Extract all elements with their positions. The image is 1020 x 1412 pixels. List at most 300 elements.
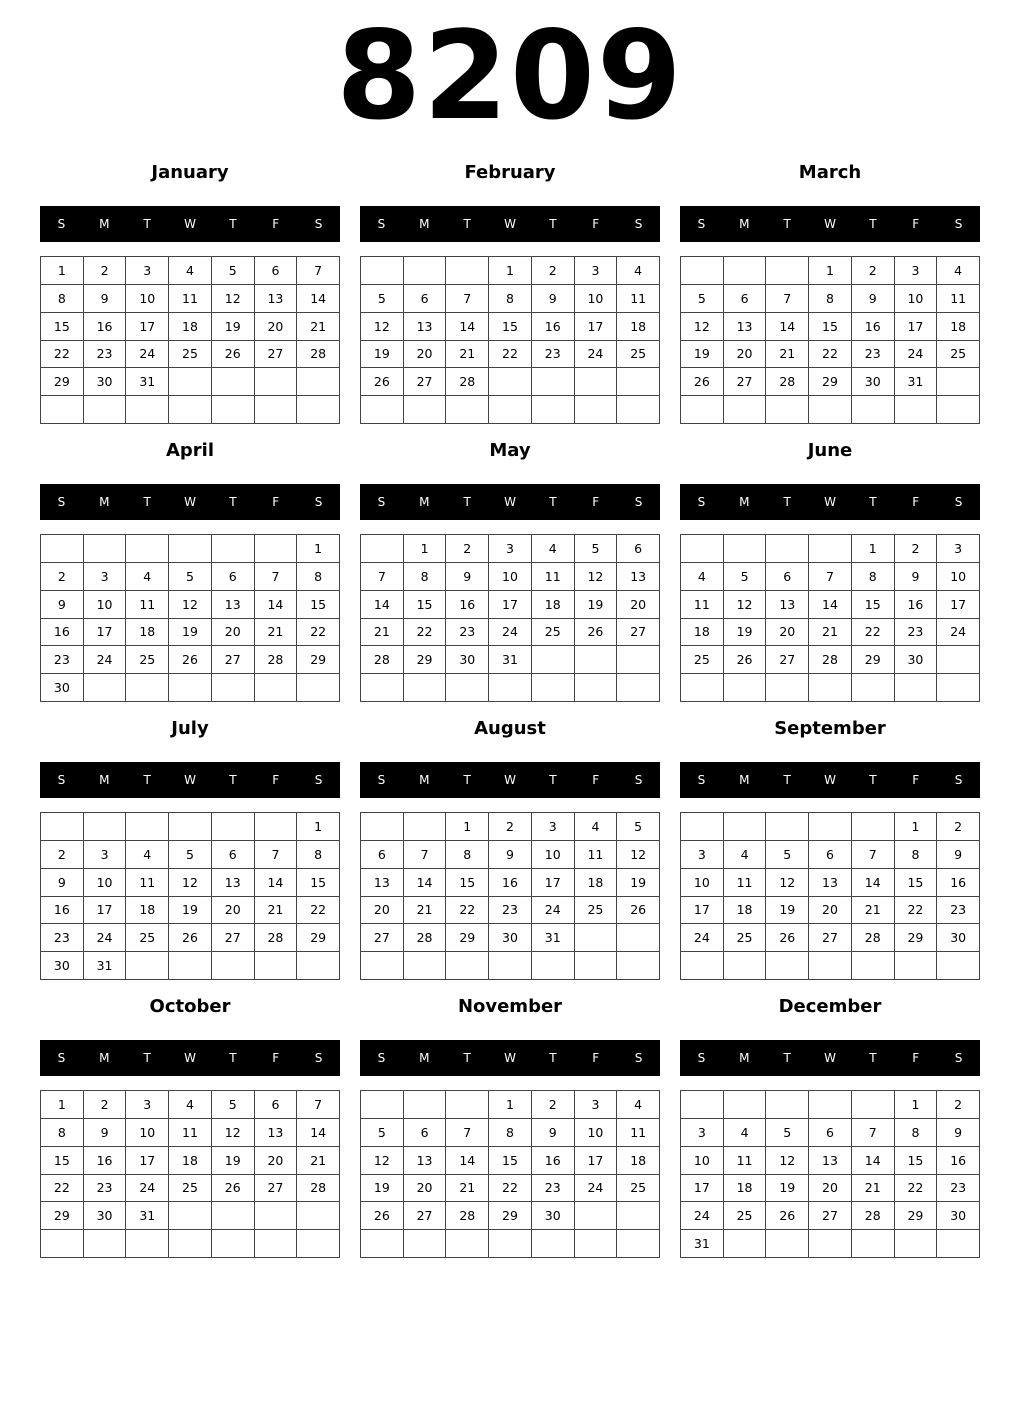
empty-day-cell bbox=[852, 674, 895, 702]
empty-day-cell bbox=[617, 674, 660, 702]
year-title: 8209 bbox=[336, 5, 684, 147]
day-cell: 31 bbox=[532, 924, 575, 952]
day-cell: 8 bbox=[41, 285, 84, 313]
weekday-header-bar bbox=[40, 206, 340, 242]
day-cell: 24 bbox=[895, 341, 938, 369]
empty-day-cell bbox=[169, 813, 212, 841]
day-cell: 13 bbox=[212, 869, 255, 897]
day-cell: 17 bbox=[681, 897, 724, 925]
weekday-header: T bbox=[229, 495, 237, 509]
day-cell: 16 bbox=[937, 869, 980, 897]
day-cell: 6 bbox=[212, 563, 255, 591]
day-cell: 22 bbox=[41, 1175, 84, 1203]
day-cell: 28 bbox=[852, 1202, 895, 1230]
weekday-header: T bbox=[143, 1051, 151, 1065]
day-cell: 22 bbox=[404, 619, 447, 647]
day-cell: 16 bbox=[532, 1147, 575, 1175]
empty-day-cell bbox=[575, 646, 618, 674]
month-title: December bbox=[778, 996, 882, 1017]
day-cell: 28 bbox=[255, 646, 298, 674]
day-cell: 27 bbox=[361, 924, 404, 952]
day-cell: 8 bbox=[404, 563, 447, 591]
day-cell: 28 bbox=[446, 1202, 489, 1230]
day-cell: 9 bbox=[84, 1119, 127, 1147]
day-cell: 24 bbox=[84, 924, 127, 952]
day-cell: 14 bbox=[446, 313, 489, 341]
day-cell: 21 bbox=[852, 1175, 895, 1203]
empty-day-cell bbox=[681, 674, 724, 702]
weekday-header: S bbox=[314, 1051, 323, 1065]
day-cell: 21 bbox=[297, 1147, 340, 1175]
day-grid bbox=[40, 256, 340, 424]
day-cell: 12 bbox=[169, 591, 212, 619]
day-cell: 14 bbox=[446, 1147, 489, 1175]
empty-day-cell bbox=[724, 952, 767, 980]
weekday-header: W bbox=[184, 1051, 196, 1065]
day-cell: 11 bbox=[126, 869, 169, 897]
day-cell: 16 bbox=[446, 591, 489, 619]
day-cell: 23 bbox=[937, 897, 980, 925]
day-cell: 6 bbox=[255, 257, 298, 285]
empty-day-cell bbox=[724, 1230, 767, 1258]
day-cell: 20 bbox=[212, 897, 255, 925]
empty-day-cell bbox=[532, 674, 575, 702]
day-cell: 27 bbox=[766, 646, 809, 674]
day-cell: 15 bbox=[404, 591, 447, 619]
day-cell: 28 bbox=[361, 646, 404, 674]
empty-day-cell bbox=[724, 535, 767, 563]
empty-day-cell bbox=[41, 396, 84, 424]
empty-day-cell bbox=[937, 646, 980, 674]
empty-day-cell bbox=[212, 813, 255, 841]
day-cell: 26 bbox=[617, 897, 660, 925]
day-cell: 6 bbox=[809, 841, 852, 869]
empty-day-cell bbox=[575, 396, 618, 424]
day-cell: 11 bbox=[617, 285, 660, 313]
weekday-header: F bbox=[272, 217, 280, 231]
empty-day-cell bbox=[126, 813, 169, 841]
day-cell: 18 bbox=[126, 619, 169, 647]
day-cell: 4 bbox=[532, 535, 575, 563]
day-cell: 20 bbox=[255, 1147, 298, 1175]
weekday-header: W bbox=[824, 495, 836, 509]
day-cell: 18 bbox=[575, 869, 618, 897]
empty-day-cell bbox=[404, 257, 447, 285]
day-cell: 30 bbox=[41, 674, 84, 702]
day-cell: 10 bbox=[575, 1119, 618, 1147]
empty-day-cell bbox=[361, 1230, 404, 1258]
day-cell: 11 bbox=[532, 563, 575, 591]
empty-day-cell bbox=[404, 1091, 447, 1119]
day-cell: 8 bbox=[489, 285, 532, 313]
day-cell: 19 bbox=[617, 869, 660, 897]
day-grid bbox=[680, 256, 980, 424]
day-cell: 8 bbox=[297, 841, 340, 869]
empty-day-cell bbox=[766, 1230, 809, 1258]
empty-day-cell bbox=[212, 674, 255, 702]
empty-day-cell bbox=[255, 952, 298, 980]
empty-day-cell bbox=[532, 952, 575, 980]
day-cell: 2 bbox=[937, 813, 980, 841]
weekday-header: S bbox=[954, 217, 963, 231]
day-cell: 17 bbox=[489, 591, 532, 619]
day-cell: 16 bbox=[41, 619, 84, 647]
day-cell: 2 bbox=[852, 257, 895, 285]
day-cell: 11 bbox=[724, 869, 767, 897]
day-cell: 9 bbox=[489, 841, 532, 869]
weekday-header: T bbox=[783, 773, 791, 787]
day-cell: 9 bbox=[895, 563, 938, 591]
empty-day-cell bbox=[724, 674, 767, 702]
day-cell: 23 bbox=[41, 646, 84, 674]
day-grid bbox=[360, 812, 660, 980]
day-cell: 23 bbox=[84, 1175, 127, 1203]
day-cell: 14 bbox=[809, 591, 852, 619]
day-cell: 11 bbox=[169, 285, 212, 313]
day-cell: 23 bbox=[532, 341, 575, 369]
empty-day-cell bbox=[297, 1202, 340, 1230]
day-cell: 28 bbox=[766, 368, 809, 396]
day-cell: 2 bbox=[489, 813, 532, 841]
day-cell: 31 bbox=[126, 368, 169, 396]
day-cell: 9 bbox=[446, 563, 489, 591]
weekday-header: S bbox=[954, 495, 963, 509]
day-cell: 25 bbox=[937, 341, 980, 369]
empty-day-cell bbox=[212, 952, 255, 980]
day-cell: 20 bbox=[404, 341, 447, 369]
day-cell: 18 bbox=[724, 1175, 767, 1203]
weekday-header: S bbox=[954, 773, 963, 787]
day-cell: 30 bbox=[84, 368, 127, 396]
day-cell: 2 bbox=[446, 535, 489, 563]
day-cell: 21 bbox=[446, 341, 489, 369]
day-cell: 17 bbox=[84, 897, 127, 925]
day-cell: 9 bbox=[852, 285, 895, 313]
day-cell: 2 bbox=[895, 535, 938, 563]
empty-day-cell bbox=[937, 396, 980, 424]
empty-day-cell bbox=[404, 396, 447, 424]
weekday-header: S bbox=[697, 773, 706, 787]
day-grid bbox=[680, 1090, 980, 1258]
day-cell: 1 bbox=[41, 257, 84, 285]
empty-day-cell bbox=[617, 1202, 660, 1230]
day-cell: 20 bbox=[809, 1175, 852, 1203]
day-cell: 10 bbox=[84, 869, 127, 897]
day-cell: 3 bbox=[126, 257, 169, 285]
empty-day-cell bbox=[297, 368, 340, 396]
empty-day-cell bbox=[446, 1091, 489, 1119]
weekday-header: S bbox=[57, 217, 66, 231]
day-cell: 26 bbox=[681, 368, 724, 396]
day-cell: 14 bbox=[255, 869, 298, 897]
day-cell: 1 bbox=[895, 1091, 938, 1119]
day-cell: 5 bbox=[361, 285, 404, 313]
empty-day-cell bbox=[575, 1202, 618, 1230]
day-cell: 31 bbox=[84, 952, 127, 980]
weekday-header: F bbox=[272, 1051, 280, 1065]
day-cell: 3 bbox=[895, 257, 938, 285]
day-cell: 9 bbox=[937, 1119, 980, 1147]
weekday-header: S bbox=[57, 1051, 66, 1065]
weekday-header: M bbox=[419, 217, 430, 231]
weekday-header: T bbox=[549, 1051, 557, 1065]
day-cell: 4 bbox=[617, 257, 660, 285]
day-cell: 29 bbox=[895, 924, 938, 952]
day-cell: 28 bbox=[297, 1175, 340, 1203]
empty-day-cell bbox=[809, 396, 852, 424]
day-cell: 19 bbox=[361, 1175, 404, 1203]
empty-day-cell bbox=[255, 535, 298, 563]
day-cell: 10 bbox=[489, 563, 532, 591]
empty-day-cell bbox=[617, 952, 660, 980]
empty-day-cell bbox=[169, 368, 212, 396]
day-cell: 3 bbox=[575, 257, 618, 285]
day-cell: 12 bbox=[766, 1147, 809, 1175]
day-cell: 24 bbox=[681, 924, 724, 952]
day-cell: 25 bbox=[681, 646, 724, 674]
day-cell: 26 bbox=[212, 1175, 255, 1203]
day-cell: 9 bbox=[41, 869, 84, 897]
empty-day-cell bbox=[126, 674, 169, 702]
day-cell: 26 bbox=[169, 924, 212, 952]
empty-day-cell bbox=[212, 535, 255, 563]
day-cell: 7 bbox=[852, 841, 895, 869]
day-cell: 16 bbox=[489, 869, 532, 897]
day-cell: 17 bbox=[126, 1147, 169, 1175]
day-cell: 12 bbox=[766, 869, 809, 897]
day-cell: 5 bbox=[681, 285, 724, 313]
day-cell: 22 bbox=[489, 1175, 532, 1203]
empty-day-cell bbox=[937, 1230, 980, 1258]
empty-day-cell bbox=[169, 1230, 212, 1258]
empty-day-cell bbox=[212, 396, 255, 424]
day-cell: 19 bbox=[212, 313, 255, 341]
empty-day-cell bbox=[766, 952, 809, 980]
day-cell: 16 bbox=[41, 897, 84, 925]
weekday-header-bar bbox=[40, 484, 340, 520]
day-cell: 1 bbox=[446, 813, 489, 841]
day-cell: 25 bbox=[617, 341, 660, 369]
day-cell: 13 bbox=[724, 313, 767, 341]
empty-day-cell bbox=[937, 674, 980, 702]
day-cell: 20 bbox=[809, 897, 852, 925]
day-cell: 10 bbox=[681, 869, 724, 897]
day-cell: 15 bbox=[852, 591, 895, 619]
day-cell: 15 bbox=[489, 313, 532, 341]
day-cell: 21 bbox=[297, 313, 340, 341]
day-cell: 8 bbox=[446, 841, 489, 869]
month-title: March bbox=[798, 162, 862, 183]
empty-day-cell bbox=[895, 674, 938, 702]
day-cell: 7 bbox=[446, 1119, 489, 1147]
day-cell: 20 bbox=[617, 591, 660, 619]
empty-day-cell bbox=[617, 646, 660, 674]
weekday-header-bar bbox=[680, 762, 980, 798]
empty-day-cell bbox=[404, 813, 447, 841]
day-grid bbox=[360, 256, 660, 424]
day-cell: 25 bbox=[126, 924, 169, 952]
day-cell: 25 bbox=[617, 1175, 660, 1203]
empty-day-cell bbox=[212, 1202, 255, 1230]
weekday-header: W bbox=[184, 495, 196, 509]
weekday-header: S bbox=[377, 217, 386, 231]
empty-day-cell bbox=[852, 952, 895, 980]
day-cell: 17 bbox=[895, 313, 938, 341]
day-cell: 15 bbox=[41, 1147, 84, 1175]
weekday-header: M bbox=[99, 1051, 110, 1065]
day-cell: 30 bbox=[446, 646, 489, 674]
day-cell: 2 bbox=[532, 257, 575, 285]
day-cell: 19 bbox=[724, 619, 767, 647]
day-cell: 30 bbox=[532, 1202, 575, 1230]
day-cell: 4 bbox=[724, 841, 767, 869]
day-cell: 11 bbox=[617, 1119, 660, 1147]
day-cell: 16 bbox=[852, 313, 895, 341]
day-cell: 24 bbox=[681, 1202, 724, 1230]
weekday-header: S bbox=[314, 217, 323, 231]
weekday-header: M bbox=[739, 773, 750, 787]
empty-day-cell bbox=[212, 368, 255, 396]
day-cell: 30 bbox=[937, 924, 980, 952]
empty-day-cell bbox=[724, 1091, 767, 1119]
day-cell: 27 bbox=[809, 924, 852, 952]
empty-day-cell bbox=[297, 952, 340, 980]
weekday-header: M bbox=[99, 217, 110, 231]
day-cell: 22 bbox=[895, 897, 938, 925]
day-cell: 25 bbox=[126, 646, 169, 674]
day-cell: 24 bbox=[532, 897, 575, 925]
empty-day-cell bbox=[532, 646, 575, 674]
day-cell: 4 bbox=[575, 813, 618, 841]
day-cell: 20 bbox=[361, 897, 404, 925]
day-cell: 9 bbox=[532, 1119, 575, 1147]
day-cell: 29 bbox=[809, 368, 852, 396]
empty-day-cell bbox=[617, 924, 660, 952]
day-cell: 27 bbox=[404, 368, 447, 396]
weekday-header: F bbox=[912, 217, 920, 231]
day-cell: 26 bbox=[766, 1202, 809, 1230]
weekday-header: F bbox=[272, 773, 280, 787]
weekday-header: F bbox=[592, 773, 600, 787]
day-cell: 8 bbox=[895, 841, 938, 869]
day-cell: 1 bbox=[895, 813, 938, 841]
day-cell: 24 bbox=[489, 619, 532, 647]
day-cell: 17 bbox=[84, 619, 127, 647]
empty-day-cell bbox=[84, 674, 127, 702]
empty-day-cell bbox=[852, 1091, 895, 1119]
day-cell: 29 bbox=[41, 368, 84, 396]
day-cell: 27 bbox=[724, 368, 767, 396]
day-cell: 3 bbox=[532, 813, 575, 841]
empty-day-cell bbox=[126, 535, 169, 563]
day-cell: 10 bbox=[937, 563, 980, 591]
day-cell: 16 bbox=[532, 313, 575, 341]
day-cell: 5 bbox=[617, 813, 660, 841]
day-cell: 25 bbox=[724, 924, 767, 952]
day-grid bbox=[680, 812, 980, 980]
empty-day-cell bbox=[255, 368, 298, 396]
empty-day-cell bbox=[297, 396, 340, 424]
day-cell: 11 bbox=[937, 285, 980, 313]
weekday-header: T bbox=[869, 1051, 877, 1065]
day-cell: 14 bbox=[255, 591, 298, 619]
day-cell: 8 bbox=[297, 563, 340, 591]
weekday-header: S bbox=[377, 773, 386, 787]
empty-day-cell bbox=[169, 535, 212, 563]
day-cell: 21 bbox=[852, 897, 895, 925]
day-cell: 5 bbox=[212, 257, 255, 285]
day-cell: 26 bbox=[169, 646, 212, 674]
day-cell: 3 bbox=[681, 841, 724, 869]
day-cell: 24 bbox=[575, 341, 618, 369]
day-cell: 30 bbox=[937, 1202, 980, 1230]
empty-day-cell bbox=[766, 813, 809, 841]
weekday-header-bar bbox=[680, 206, 980, 242]
weekday-header: T bbox=[869, 217, 877, 231]
weekday-header: M bbox=[419, 1051, 430, 1065]
day-cell: 1 bbox=[489, 1091, 532, 1119]
empty-day-cell bbox=[766, 1091, 809, 1119]
day-cell: 17 bbox=[532, 869, 575, 897]
day-cell: 22 bbox=[297, 897, 340, 925]
day-cell: 30 bbox=[895, 646, 938, 674]
weekday-header: W bbox=[504, 1051, 516, 1065]
day-cell: 25 bbox=[724, 1202, 767, 1230]
day-cell: 14 bbox=[766, 313, 809, 341]
day-cell: 3 bbox=[489, 535, 532, 563]
empty-day-cell bbox=[84, 396, 127, 424]
day-cell: 9 bbox=[532, 285, 575, 313]
weekday-header: S bbox=[634, 1051, 643, 1065]
empty-day-cell bbox=[575, 924, 618, 952]
empty-day-cell bbox=[169, 1202, 212, 1230]
empty-day-cell bbox=[41, 1230, 84, 1258]
empty-day-cell bbox=[361, 535, 404, 563]
day-cell: 23 bbox=[41, 924, 84, 952]
day-cell: 7 bbox=[297, 1091, 340, 1119]
day-cell: 4 bbox=[617, 1091, 660, 1119]
empty-day-cell bbox=[126, 396, 169, 424]
empty-day-cell bbox=[852, 396, 895, 424]
month-title: August bbox=[474, 718, 546, 739]
weekday-header: S bbox=[954, 1051, 963, 1065]
day-cell: 11 bbox=[724, 1147, 767, 1175]
day-cell: 27 bbox=[809, 1202, 852, 1230]
day-cell: 13 bbox=[809, 1147, 852, 1175]
empty-day-cell bbox=[489, 674, 532, 702]
day-cell: 12 bbox=[169, 869, 212, 897]
day-cell: 10 bbox=[681, 1147, 724, 1175]
day-cell: 21 bbox=[361, 619, 404, 647]
day-cell: 19 bbox=[169, 619, 212, 647]
day-cell: 11 bbox=[575, 841, 618, 869]
month-title: October bbox=[149, 996, 231, 1017]
empty-day-cell bbox=[361, 257, 404, 285]
day-cell: 12 bbox=[212, 285, 255, 313]
day-cell: 13 bbox=[361, 869, 404, 897]
day-cell: 4 bbox=[724, 1119, 767, 1147]
day-cell: 20 bbox=[255, 313, 298, 341]
empty-day-cell bbox=[404, 674, 447, 702]
day-cell: 15 bbox=[41, 313, 84, 341]
day-cell: 18 bbox=[169, 313, 212, 341]
day-cell: 14 bbox=[297, 285, 340, 313]
day-cell: 6 bbox=[766, 563, 809, 591]
day-cell: 13 bbox=[212, 591, 255, 619]
empty-day-cell bbox=[169, 396, 212, 424]
weekday-header: M bbox=[419, 773, 430, 787]
empty-day-cell bbox=[681, 535, 724, 563]
